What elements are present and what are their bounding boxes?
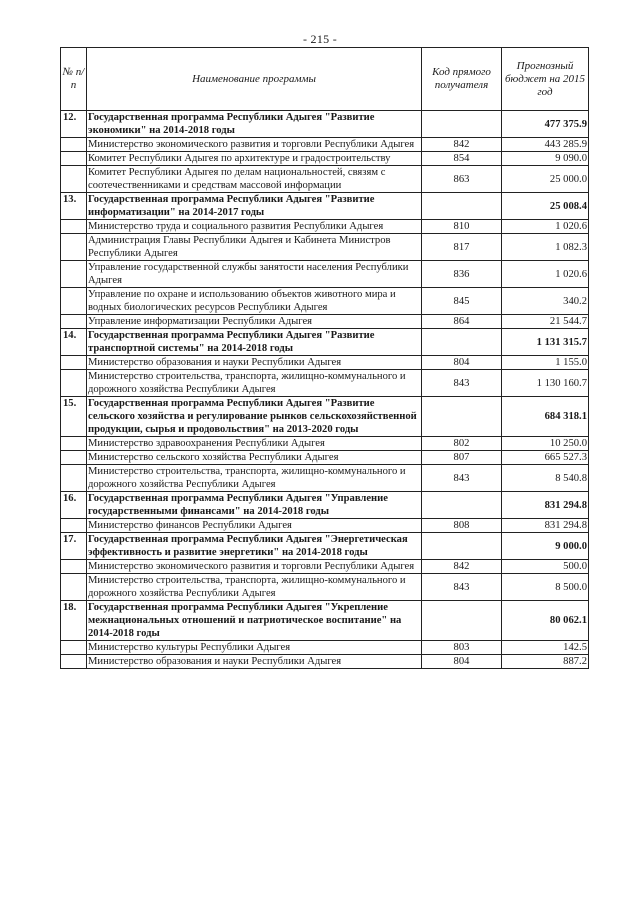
program-name: Министерство труда и социального развития Республики Адыгея [87,220,422,234]
budget-amount: 21 544.7 [502,315,589,329]
row-number [61,370,87,397]
program-name: Министерство строительства, транспорта, жилищно-коммунального и дорожного хозяйства Республики Адыгея [87,370,422,397]
recipient-row [61,220,589,234]
program-name: Государственная программа Республики Адыгея "Развитие сельского хозяйства и регулирование рынков сельскохозяйственной продукции, сырья и продовольствия" на 2013-2020 годы [87,397,422,437]
program-name: Министерство образования и науки Республики Адыгея [87,655,422,669]
recipient-code: 842 [422,560,502,574]
program-row [61,111,589,138]
budget-amount: 8 540.8 [502,465,589,492]
recipient-code [422,492,502,519]
table-header-row [61,48,589,111]
program-name: Министерство сельского хозяйства Республики Адыгея [87,451,422,465]
program-name: Управление по охране и использованию объектов животного мира и водных биологических ресурсов Республики Адыгея [87,288,422,315]
row-number: 16. [61,492,87,519]
recipient-code: 842 [422,138,502,152]
table-body [61,111,589,669]
program-name: Государственная программа Республики Адыгея "Управление государственными финансами" на 2014-2018 годы [87,492,422,519]
row-number [61,138,87,152]
header-budget: Прогнозный бюджет на 2015 год [502,48,589,111]
recipient-code: 804 [422,356,502,370]
budget-amount: 477 375.9 [502,111,589,138]
program-name: Министерство образования и науки Республики Адыгея [87,356,422,370]
budget-amount: 1 155.0 [502,356,589,370]
budget-amount: 1 020.6 [502,220,589,234]
recipient-code: 804 [422,655,502,669]
recipient-row [61,288,589,315]
program-row [61,397,589,437]
budget-amount: 831 294.8 [502,492,589,519]
row-number: 13. [61,193,87,220]
budget-table [60,47,589,669]
program-name: Управление государственной службы занятости населения Республики Адыгея [87,261,422,288]
recipient-code: 843 [422,465,502,492]
row-number [61,166,87,193]
recipient-code: 843 [422,370,502,397]
program-row [61,601,589,641]
row-number [61,261,87,288]
program-name: Министерство строительства, транспорта, жилищно-коммунального и дорожного хозяйства Республики Адыгея [87,465,422,492]
budget-amount: 443 285.9 [502,138,589,152]
recipient-code [422,193,502,220]
row-number [61,641,87,655]
recipient-code [422,329,502,356]
program-row [61,193,589,220]
budget-amount: 1 020.6 [502,261,589,288]
budget-amount: 25 008.4 [502,193,589,220]
program-name: Государственная программа Республики Адыгея "Развитие транспортной системы" на 2014-2018 годы [87,329,422,356]
program-name: Министерство экономического развития и торговли Республики Адыгея [87,560,422,574]
budget-amount: 1 130 160.7 [502,370,589,397]
program-name: Министерство финансов Республики Адыгея [87,519,422,533]
recipient-code: 864 [422,315,502,329]
row-number [61,574,87,601]
row-number [61,288,87,315]
budget-amount: 9 000.0 [502,533,589,560]
recipient-code: 807 [422,451,502,465]
recipient-row [61,138,589,152]
recipient-row [61,370,589,397]
row-number [61,560,87,574]
recipient-row [61,261,589,288]
budget-amount: 340.2 [502,288,589,315]
budget-amount: 500.0 [502,560,589,574]
recipient-row [61,152,589,166]
recipient-code: 863 [422,166,502,193]
row-number [61,152,87,166]
recipient-row [61,356,589,370]
program-row [61,329,589,356]
program-name: Министерство строительства, транспорта, жилищно-коммунального и дорожного хозяйства Республики Адыгея [87,574,422,601]
row-number [61,315,87,329]
recipient-row [61,437,589,451]
budget-amount: 9 090.0 [502,152,589,166]
program-name: Министерство культуры Республики Адыгея [87,641,422,655]
recipient-code [422,533,502,560]
recipient-code: 817 [422,234,502,261]
row-number: 15. [61,397,87,437]
program-name: Комитет Республики Адыгея по архитектуре и градостроительству [87,152,422,166]
recipient-code: 803 [422,641,502,655]
program-name: Государственная программа Республики Адыгея "Развитие информатизации" на 2014-2017 годы [87,193,422,220]
program-row [61,533,589,560]
budget-amount: 831 294.8 [502,519,589,533]
program-name: Министерство здравоохранения Республики Адыгея [87,437,422,451]
recipient-code: 843 [422,574,502,601]
row-number [61,465,87,492]
recipient-code [422,111,502,138]
header-name: Наименование программы [87,48,422,111]
budget-amount: 684 318.1 [502,397,589,437]
program-name: Управление информатизации Республики Адыгея [87,315,422,329]
recipient-row [61,234,589,261]
recipient-row [61,315,589,329]
recipient-row [61,519,589,533]
page-number: - 215 - [302,32,338,46]
row-number: 17. [61,533,87,560]
recipient-row [61,451,589,465]
recipient-code: 836 [422,261,502,288]
budget-amount: 25 000.0 [502,166,589,193]
budget-amount: 665 527.3 [502,451,589,465]
recipient-row [61,166,589,193]
recipient-code: 802 [422,437,502,451]
program-name: Министерство экономического развития и торговли Республики Адыгея [87,138,422,152]
row-number [61,437,87,451]
header-code: Код прямого получателя [422,48,502,111]
recipient-code [422,601,502,641]
row-number [61,234,87,261]
recipient-code: 845 [422,288,502,315]
row-number: 14. [61,329,87,356]
row-number [61,655,87,669]
recipient-code: 854 [422,152,502,166]
row-number [61,519,87,533]
recipient-row [61,560,589,574]
recipient-code: 810 [422,220,502,234]
budget-amount: 10 250.0 [502,437,589,451]
row-number: 12. [61,111,87,138]
recipient-row [61,574,589,601]
program-name: Государственная программа Республики Адыгея "Развитие экономики" на 2014-2018 годы [87,111,422,138]
budget-amount: 1 131 315.7 [502,329,589,356]
program-name: Комитет Республики Адыгея по делам национальностей, связям с соотечественниками и средствам массовой информации [87,166,422,193]
recipient-row [61,641,589,655]
budget-amount: 887.2 [502,655,589,669]
budget-amount: 80 062.1 [502,601,589,641]
recipient-row [61,655,589,669]
budget-amount: 142.5 [502,641,589,655]
recipient-code [422,397,502,437]
row-number: 18. [61,601,87,641]
program-row [61,492,589,519]
recipient-code: 808 [422,519,502,533]
program-name: Государственная программа Республики Адыгея "Укрепление межнациональных отношений и патриотическое воспитание" на 2014-2018 годы [87,601,422,641]
row-number [61,356,87,370]
row-number [61,220,87,234]
row-number [61,451,87,465]
recipient-row [61,465,589,492]
budget-amount: 1 082.3 [502,234,589,261]
budget-amount: 8 500.0 [502,574,589,601]
header-num: № п/п [61,48,87,111]
program-name: Администрация Главы Республики Адыгея и Кабинета Министров Республики Адыгея [87,234,422,261]
program-name: Государственная программа Республики Адыгея "Энергетическая эффективность и развитие энергетики" на 2014-2018 годы [87,533,422,560]
